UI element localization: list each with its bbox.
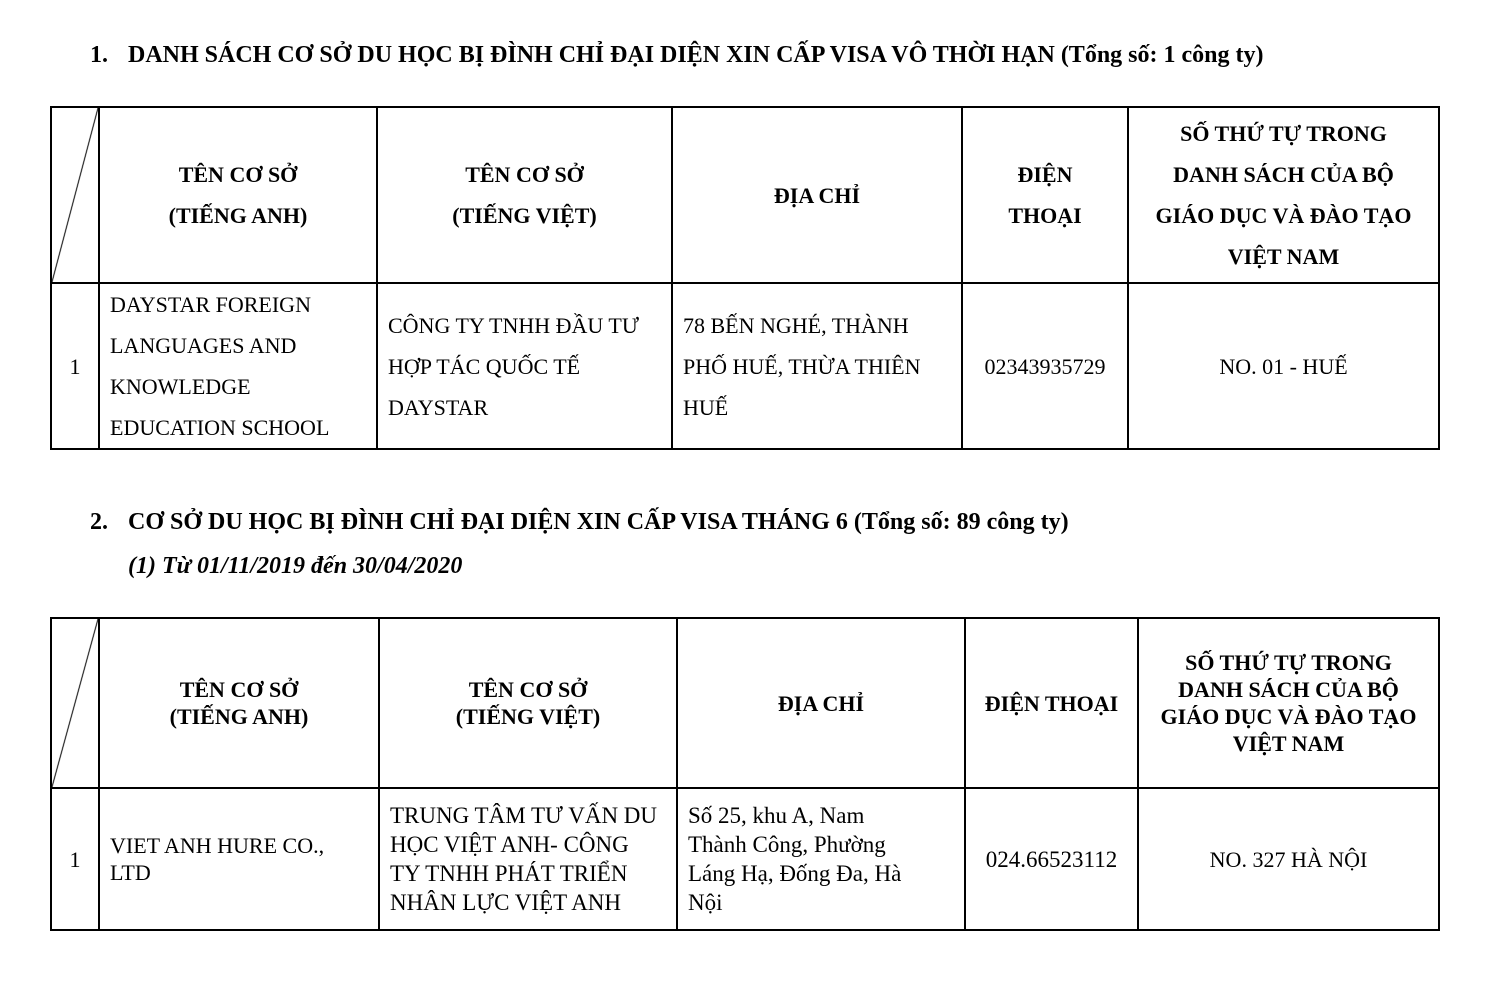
header-phone [965, 618, 1138, 788]
row-ministry-no: NO. 01 - HUẾ [1128, 283, 1439, 449]
header-ministry-no [1128, 107, 1439, 283]
header-address-text: ĐỊA CHỈ [777, 690, 865, 716]
row-name-en-line-3: KNOWLEDGE [110, 374, 251, 399]
section-2-number: 2. [90, 509, 108, 535]
row-name-en-line-2: LANGUAGES AND [110, 333, 297, 358]
header-phone-line-1: ĐIỆN [1017, 162, 1073, 187]
section-2-title: CƠ SỞ DU HỌC BỊ ĐÌNH CHỈ ĐẠI DIỆN XIN CẤP VISA THÁNG 6 (Tổng số: 89 công ty) [128, 509, 1069, 535]
row-index: 1 [51, 283, 99, 449]
table-header-row [51, 618, 1439, 788]
row-name-vn [377, 283, 672, 449]
row-name-vn-line-3: DAYSTAR [388, 394, 489, 420]
row-ministry-no: NO. 327 HÀ NỘI [1138, 788, 1439, 930]
table-row [51, 788, 1439, 930]
section-1-number: 1. [90, 42, 108, 68]
row-address-line-3: HUẾ [683, 394, 729, 420]
table-indefinite-suspension [50, 106, 1440, 450]
row-phone: 024.66523112 [965, 788, 1138, 930]
row-name-vn [379, 788, 677, 930]
header-name-en-line-1: TÊN CƠ SỞ [178, 162, 298, 187]
header-ministry-no-line-2: DANH SÁCH CỦA BỘ [1173, 162, 1394, 187]
table-june-suspension [50, 617, 1440, 931]
row-address-line-1: Số 25, khu A, Nam [688, 803, 865, 828]
header-name-en [99, 107, 377, 283]
header-ministry-no-line-3: GIÁO DỤC VÀ ĐÀO TẠO [1155, 203, 1412, 228]
header-ministry-no [1138, 618, 1439, 788]
row-name-en [99, 283, 377, 449]
header-name-en-line-2: (TIẾNG ANH) [169, 704, 309, 729]
section-1-title: DANH SÁCH CƠ SỞ DU HỌC BỊ ĐÌNH CHỈ ĐẠI DIỆN XIN CẤP VISA VÔ THỜI HẠN (Tổng số: 1 công ty) [128, 42, 1264, 68]
header-phone [962, 107, 1128, 283]
header-ministry-no-line-1: SỐ THỨ TỰ TRONG [1180, 121, 1387, 146]
header-name-en-line-1: TÊN CƠ SỞ [179, 677, 299, 702]
header-name-vn-line-1: TÊN CƠ SỞ [465, 162, 584, 187]
row-address-line-1: 78 BẾN NGHÉ, THÀNH [683, 312, 909, 338]
row-address-line-2: Thành Công, Phường [688, 832, 886, 857]
header-name-en-line-2: (TIẾNG ANH) [168, 203, 308, 228]
row-name-en-line-2: LTD [110, 860, 151, 885]
header-name-vn-line-2: (TIẾNG VIỆT) [455, 704, 601, 729]
section-2-heading [90, 509, 1069, 536]
header-address [672, 107, 962, 283]
header-address [677, 618, 965, 788]
row-index: 1 [51, 788, 99, 930]
row-name-vn-line-2: HỌC VIỆT ANH- CÔNG [390, 832, 629, 857]
row-address [672, 283, 962, 449]
section-2-subtitle: (1) Từ 01/11/2019 đến 30/04/2020 [128, 553, 463, 579]
header-name-vn-line-2: (TIẾNG VIỆT) [452, 203, 597, 228]
row-name-vn-line-1: TRUNG TÂM TƯ VẤN DU [390, 803, 658, 828]
table-row [51, 283, 1439, 449]
row-address-line-4: Nội [688, 890, 723, 915]
header-ministry-no-line-4: VIỆT NAM [1227, 244, 1340, 269]
row-name-en-line-1: DAYSTAR FOREIGN [110, 292, 311, 317]
header-name-en [99, 618, 379, 788]
header-name-vn [379, 618, 677, 788]
row-address-line-3: Láng Hạ, Đống Đa, Hà [688, 861, 902, 886]
row-name-en-line-1: VIET ANH HURE CO., [110, 833, 325, 858]
header-ministry-no-line-1: SỐ THỨ TỰ TRONG [1185, 650, 1392, 675]
diagonal-corner-cell [51, 618, 99, 788]
section-1-heading [90, 42, 1263, 69]
diagonal-corner-cell [51, 107, 99, 283]
row-address-line-2: PHỐ HUẾ, THỪA THIÊN [683, 353, 921, 379]
header-ministry-no-line-3: GIÁO DỤC VÀ ĐÀO TẠO [1160, 704, 1417, 729]
table-header-row [51, 107, 1439, 283]
row-name-en-line-4: EDUCATION SCHOOL [110, 415, 330, 440]
header-name-vn [377, 107, 672, 283]
row-address [677, 788, 965, 930]
row-name-vn-line-1: CÔNG TY TNHH ĐẦU TƯ [388, 312, 639, 338]
header-ministry-no-line-2: DANH SÁCH CỦA BỘ [1178, 677, 1399, 702]
row-phone: 02343935729 [962, 283, 1128, 449]
row-name-vn-line-3: TY TNHH PHÁT TRIỂN [390, 861, 628, 886]
header-phone-line-2: THOẠI [1008, 203, 1082, 228]
row-name-en [99, 788, 379, 930]
row-name-vn-line-2: HỢP TÁC QUỐC TẾ [388, 353, 581, 379]
header-phone-text: ĐIỆN THOẠI [984, 690, 1119, 716]
header-name-vn-line-1: TÊN CƠ SỞ [468, 677, 588, 702]
row-name-vn-line-4: NHÂN LỰC VIỆT ANH [390, 890, 622, 915]
header-ministry-no-line-4: VIỆT NAM [1232, 731, 1345, 756]
header-address-text: ĐỊA CHỈ [773, 182, 861, 208]
